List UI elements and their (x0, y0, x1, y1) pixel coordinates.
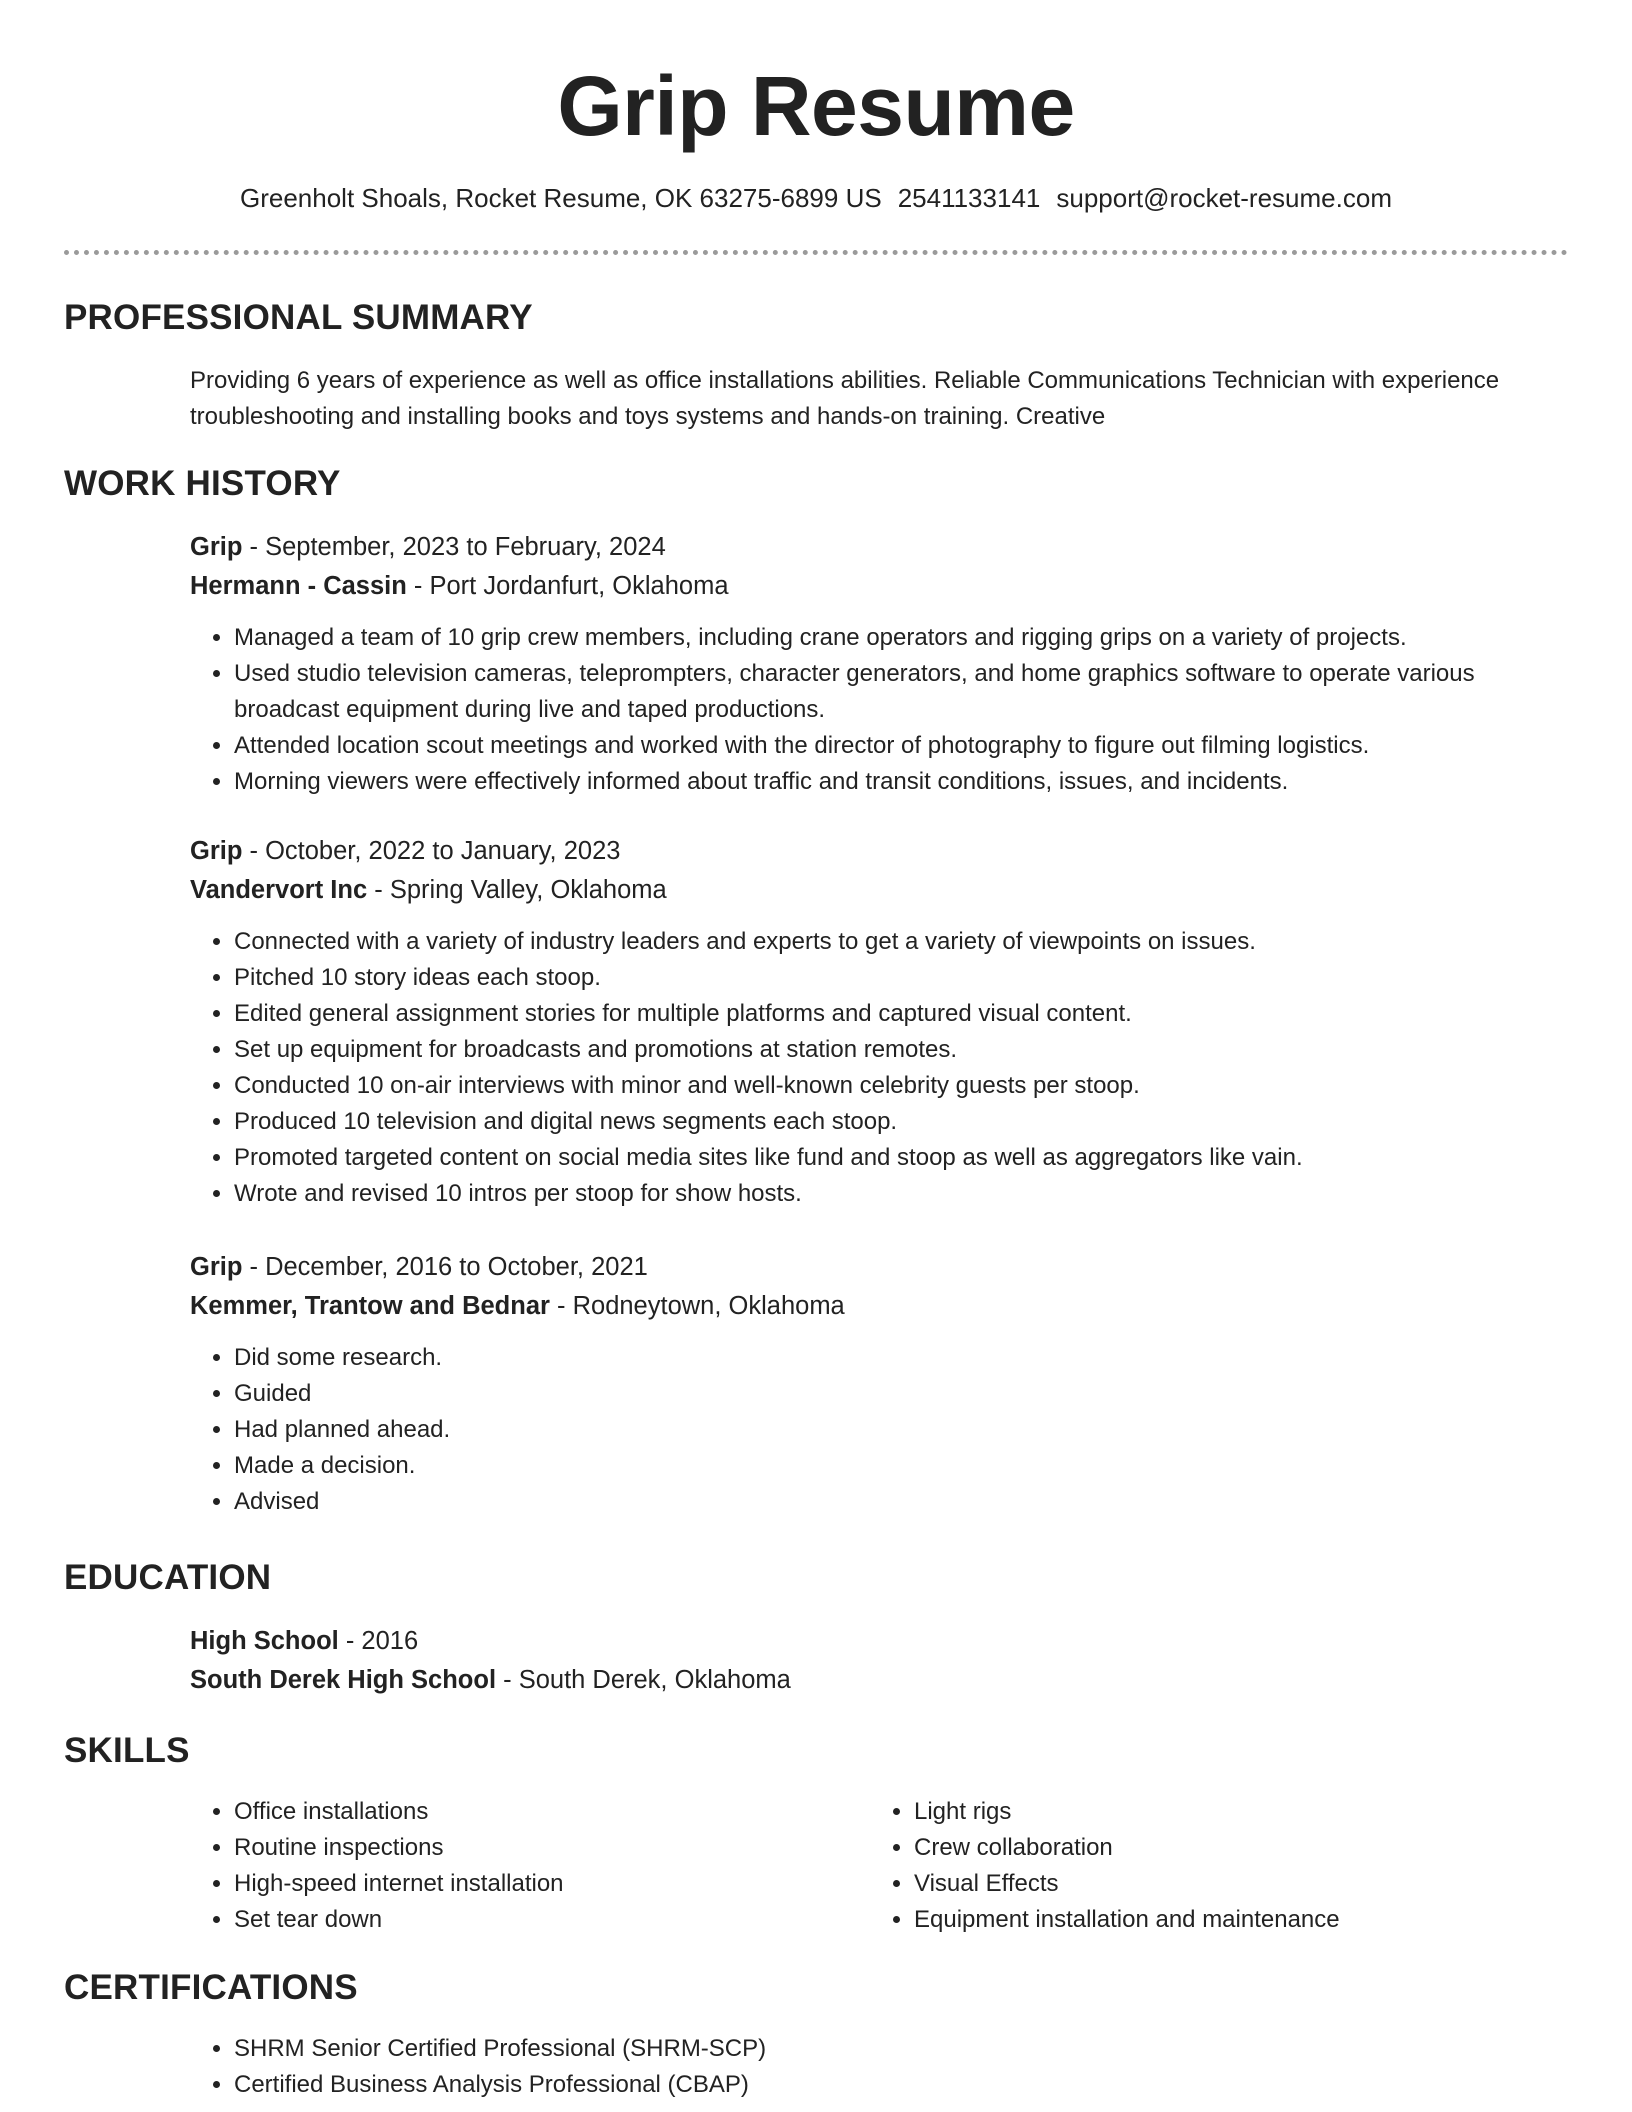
list-item: • Edited general assignment stories for multiple platforms and captured visual content. (234, 996, 1570, 1032)
list-item: • Set up equipment for broadcasts and promotions at station remotes. (234, 1032, 1570, 1068)
contact-email[interactable]: support@rocket-resume.com (1056, 183, 1392, 213)
list-item: • Guided (234, 1376, 1570, 1412)
education-degree-line (190, 1622, 1570, 1661)
contact-address: Greenholt Shoals, Rocket Resume, OK 63275-6899 US (240, 183, 882, 213)
job-location: - Rodneytown, Oklahoma (549, 1292, 845, 1320)
certification-bullets (190, 2031, 1570, 2103)
list-item: • Managed a team of 10 grip crew members, including crane operators and rigging grips on a variety of projects. (234, 620, 1570, 656)
skills-bullets (190, 1794, 870, 1938)
list-item: • Pitched 10 story ideas each stoop. (234, 960, 1570, 996)
section-title-summary: PROFESSIONAL SUMMARY (64, 298, 533, 337)
skill-item: • Office installations (234, 1794, 870, 1830)
job-company-line (190, 567, 1570, 606)
certification-item: • Certified Business Analysis Professional (CBAP) (234, 2067, 1570, 2103)
job-title-line (190, 1248, 1570, 1287)
contact-phone: 2541133141 (897, 183, 1041, 213)
header-divider (64, 250, 1568, 255)
skill-item: • High-speed internet installation (234, 1866, 870, 1902)
skills-bullets (870, 1794, 1550, 1938)
resume-title: Grip Resume (557, 59, 1075, 153)
list-item: • Promoted targeted content on social media sites like fund and stoop as well as aggregators like vain. (234, 1140, 1570, 1176)
job-title-line (190, 528, 1570, 567)
job-dates: - September, 2023 to February, 2024 (242, 533, 666, 561)
job-company-line (190, 1287, 1570, 1326)
section-title-work-history: WORK HISTORY (64, 464, 341, 503)
section-title-skills: SKILLS (64, 1731, 190, 1770)
education-school-line (190, 1661, 1570, 1700)
skill-item: • Crew collaboration (914, 1830, 1550, 1866)
job-entry (190, 528, 1570, 800)
certifications-list (190, 2031, 1570, 2103)
job-dates: - December, 2016 to October, 2021 (242, 1253, 648, 1281)
skill-item: • Visual Effects (914, 1866, 1550, 1902)
list-item: • Made a decision. (234, 1448, 1570, 1484)
summary-text: Providing 6 years of experience as well as office installations abilities. Reliable Communications Technician with experience troubleshooting and installing books and toys systems and hands-on training. Creative (190, 367, 1500, 430)
job-company: Hermann - Cassin (190, 572, 407, 600)
list-item: • Attended location scout meetings and worked with the director of photography to figure out filming logistics. (234, 728, 1570, 764)
list-item: • Morning viewers were effectively informed about traffic and transit conditions, issues, and incidents. (234, 764, 1570, 800)
list-item: • Did some research. (234, 1340, 1570, 1376)
list-item: • Had planned ahead. (234, 1412, 1570, 1448)
job-bullets (190, 1340, 1570, 1520)
skill-item: • Light rigs (914, 1794, 1550, 1830)
list-item: • Used studio television cameras, teleprompters, character generators, and home graphics software to operate various broadcast equipment during live and taped productions. (234, 656, 1570, 728)
skill-item: • Equipment installation and maintenance (914, 1902, 1550, 1938)
skills-column-right (870, 1794, 1550, 1938)
certification-item: • SHRM Senior Certified Professional (SHRM-SCP) (234, 2031, 1570, 2067)
job-bullets (190, 924, 1570, 1212)
contact-line (0, 181, 1632, 215)
education-location: - South Derek, Oklahoma (496, 1666, 791, 1694)
job-role: Grip (190, 837, 243, 865)
job-location: - Port Jordanfurt, Oklahoma (406, 572, 729, 600)
job-company-line (190, 871, 1570, 910)
job-location: - Spring Valley, Oklahoma (367, 876, 667, 904)
job-company: Vandervort Inc (190, 876, 368, 904)
section-title-certifications: CERTIFICATIONS (64, 1968, 358, 2007)
education-entry (190, 1622, 1570, 1700)
skills-list (190, 1794, 1570, 1938)
section-title-education: EDUCATION (64, 1558, 272, 1597)
job-entry (190, 1248, 1570, 1520)
job-company: Kemmer, Trantow and Bednar (190, 1292, 550, 1320)
skills-column-left (190, 1794, 870, 1938)
list-item: • Conducted 10 on-air interviews with minor and well-known celebrity guests per stoop. (234, 1068, 1570, 1104)
skill-item: • Routine inspections (234, 1830, 870, 1866)
job-role: Grip (190, 533, 243, 561)
summary-block (190, 363, 1570, 435)
job-role: Grip (190, 1253, 243, 1281)
skill-item: • Set tear down (234, 1902, 870, 1938)
job-dates: - October, 2022 to January, 2023 (242, 837, 621, 865)
education-degree: High School (190, 1627, 339, 1655)
education-school: South Derek High School (190, 1666, 497, 1694)
job-bullets (190, 620, 1570, 800)
list-item: • Wrote and revised 10 intros per stoop for show hosts. (234, 1176, 1570, 1212)
list-item: • Connected with a variety of industry leaders and experts to get a variety of viewpoints on issues. (234, 924, 1570, 960)
list-item: • Produced 10 television and digital news segments each stoop. (234, 1104, 1570, 1140)
education-year: - 2016 (338, 1627, 419, 1655)
list-item: • Advised (234, 1484, 1570, 1520)
job-entry (190, 832, 1570, 1212)
job-title-line (190, 832, 1570, 871)
